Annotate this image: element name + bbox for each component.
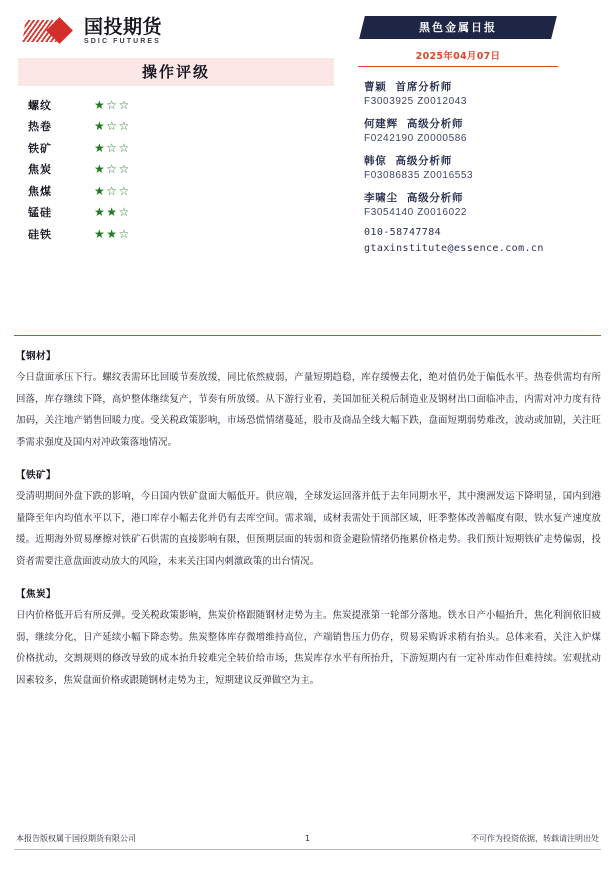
analyst-name: 何建辉 bbox=[364, 118, 398, 130]
rating-stars: ★★☆ bbox=[94, 205, 131, 220]
list-item bbox=[364, 79, 597, 107]
table-row bbox=[28, 202, 334, 224]
rating-stars: ★☆☆ bbox=[94, 97, 131, 112]
company-logo bbox=[18, 14, 334, 48]
analyst-name: 韩倞 bbox=[364, 155, 387, 167]
logo-mark-icon bbox=[24, 18, 80, 44]
list-item bbox=[364, 190, 597, 218]
rating-table bbox=[18, 94, 334, 245]
header-left-column bbox=[18, 14, 334, 259]
date-divider bbox=[358, 66, 558, 67]
footer-copyright: 本报告版权属于国投期货有限公司 bbox=[16, 834, 136, 843]
analyst-list bbox=[350, 79, 597, 218]
logo-name-cn: 国投期货 bbox=[84, 15, 163, 38]
footer-page-number: 1 bbox=[304, 834, 311, 843]
rating-commodity-name: 热卷 bbox=[28, 120, 52, 134]
section-heading: 【钢材】 bbox=[16, 351, 56, 362]
list-item bbox=[364, 116, 597, 144]
rating-commodity-name: 焦炭 bbox=[28, 163, 52, 177]
contact-email[interactable]: gtaxinstitute@essence.com.cn bbox=[364, 243, 544, 254]
rating-stars: ★☆☆ bbox=[94, 183, 131, 198]
analyst-name: 李啸尘 bbox=[364, 192, 398, 204]
section-steel bbox=[16, 348, 601, 453]
analyst-name-role bbox=[364, 153, 597, 168]
report-title: 黑色金属日报 bbox=[419, 21, 497, 34]
section-paragraph: 受清明期间外盘下跌的影响，今日国内铁矿盘面大幅低开。供应端，全球发运回落并低于去年同期水平，其中澳洲发运下降明显，国内到港量降至年内均值水平以下，港口库存小幅去化并仍有去库空间。需求端，成材表需处于顶部区域，旺季整体改善幅度有限，铁水复产速度放缓。近期海外贸易摩擦对铁矿石供需的直接影响有限，但预期层面的转弱和资金避险情绪仍拖累价格走势。我们预计短期铁矿走势偏弱，投资者需要注意盘面波动放大的风险，未来关注国内刺激政策的出台情况。 bbox=[16, 491, 601, 567]
contact-block bbox=[350, 227, 597, 254]
table-row bbox=[28, 159, 334, 181]
rating-commodity-name: 铁矿 bbox=[28, 141, 52, 155]
rating-stars: ★★☆ bbox=[94, 226, 131, 241]
rating-commodity-name: 硅铁 bbox=[28, 227, 52, 241]
footer-divider bbox=[14, 849, 601, 850]
footer-disclaimer: 不可作为投资依据，转载请注明出处 bbox=[470, 834, 599, 843]
analyst-name-role bbox=[364, 116, 597, 131]
analyst-license-codes: F3003925 Z0012043 bbox=[364, 96, 468, 107]
analyst-name-role bbox=[364, 79, 597, 94]
contact-phone: 010-58747784 bbox=[364, 227, 442, 238]
section-coke bbox=[16, 586, 601, 691]
logo-name-en: SDIC FUTURES bbox=[84, 37, 161, 45]
analyst-license-codes: F03086835 Z0016553 bbox=[364, 170, 474, 181]
table-row bbox=[28, 180, 334, 202]
rating-commodity-name: 焦煤 bbox=[28, 184, 52, 198]
header-right-column bbox=[334, 14, 597, 259]
section-heading: 【铁矿】 bbox=[16, 470, 56, 481]
analyst-role: 高级分析师 bbox=[406, 118, 464, 130]
analyst-role: 高级分析师 bbox=[395, 155, 453, 167]
logo-text bbox=[84, 15, 163, 45]
analyst-name-role bbox=[364, 190, 597, 205]
analyst-name: 曹颖 bbox=[364, 81, 387, 93]
report-title-banner bbox=[359, 16, 557, 39]
table-row bbox=[28, 116, 334, 138]
section-heading: 【焦炭】 bbox=[16, 589, 56, 600]
rating-panel-title: 操作评级 bbox=[18, 58, 334, 86]
table-row bbox=[28, 94, 334, 116]
section-paragraph: 今日盘面承压下行。螺纹表需环比回暖节奏放缓，同比依然疲弱，产量短期趋稳，库存缓慢去化，绝对值仍处于偏低水平。热卷供需均有所回落，库存继续下降，高炉整体继续复产，节奏有所放缓。从下游行业看，美国加征关税后制造业及钢材出口面临冲击，内需对冲力度有待加码，关注地产销售回暖力度。受关税政策影响，市场恐慌情绪蔓延，股市及商品全线大幅下跌，盘面短期弱势难改，波动或加剧，关注旺季需求强度及国内对冲政策落地情况。 bbox=[16, 372, 601, 448]
analyst-license-codes: F0242190 Z0000586 bbox=[364, 133, 468, 144]
list-item bbox=[364, 153, 597, 181]
page-header bbox=[0, 0, 615, 259]
page-footer bbox=[16, 833, 599, 844]
section-paragraph: 日内价格低开后有所反弹。受关税政策影响，焦炭价格跟随钢材走势为主。焦炭提涨第一轮部分落地。铁水日产小幅抬升，焦化利润依旧疲弱，继续分化，日产延续小幅下降态势。焦炭整体库存微增维持高位，产端销售压力仍存，贸易采购诉求稍有抬头。总体来看，关注入炉煤价格扰动，交割规则的修改导致的成本抬升较难完全转价给市场，焦炭库存水平有所抬升，下游短期内有一定补库动作但难持续。宏观扰动因素较多，焦炭盘面价格或跟随钢材走势为主，短期建议反弹做空为主。 bbox=[16, 610, 601, 686]
table-row bbox=[28, 137, 334, 159]
report-date: 2025年04月07日 bbox=[415, 51, 501, 62]
rating-stars: ★☆☆ bbox=[94, 162, 131, 177]
analyst-role: 高级分析师 bbox=[406, 192, 464, 204]
rating-commodity-name: 锰硅 bbox=[28, 206, 52, 220]
analyst-role: 首席分析师 bbox=[395, 81, 453, 93]
rating-stars: ★☆☆ bbox=[94, 140, 131, 155]
analyst-license-codes: F3054140 Z0016022 bbox=[364, 207, 468, 218]
header-divider bbox=[14, 335, 601, 336]
section-iron-ore bbox=[16, 467, 601, 572]
table-row bbox=[28, 223, 334, 245]
rating-commodity-name: 螺纹 bbox=[28, 98, 52, 112]
rating-stars: ★☆☆ bbox=[94, 119, 131, 134]
report-body bbox=[16, 348, 601, 705]
